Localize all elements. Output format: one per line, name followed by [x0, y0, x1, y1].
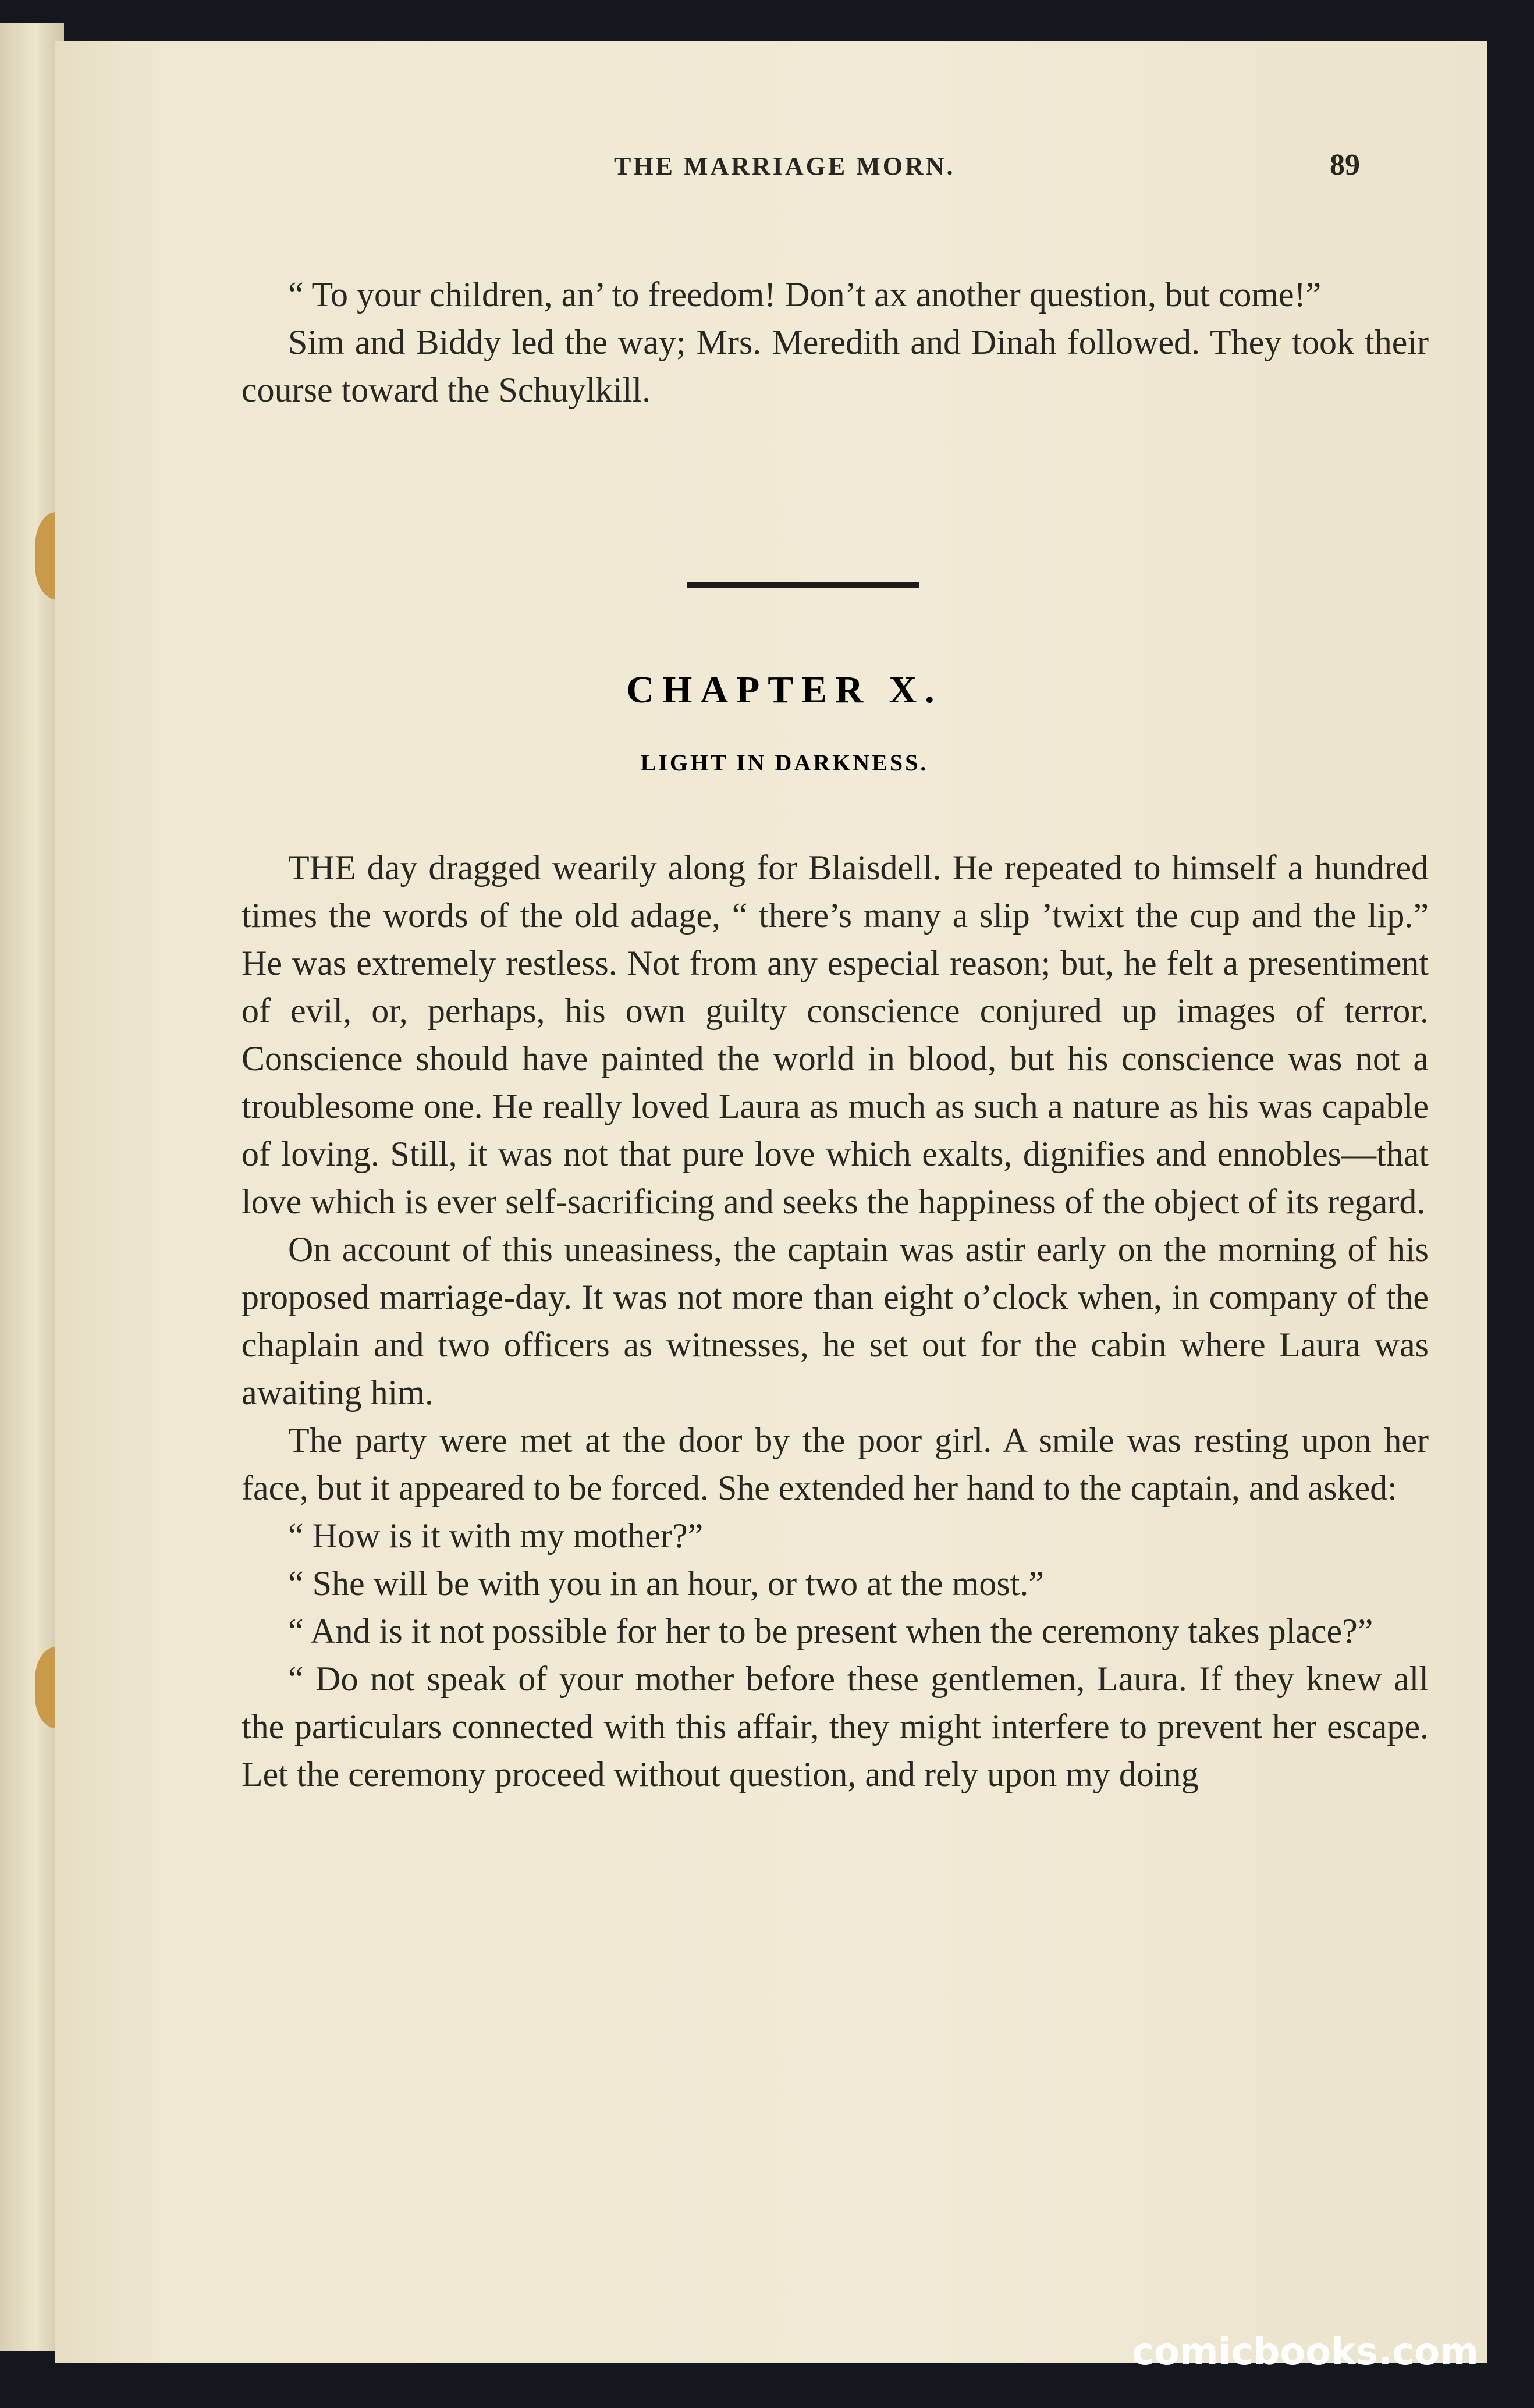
- paragraph: “ Do not speak of your mother before these gentlemen, Laura. If they knew all the particulars connected with this affair, they might interfere to prevent her escape. Let the ceremony proceed without question, and rely upon my doing: [242, 1660, 1429, 1793]
- chapter-subtitle: LIGHT IN DARKNESS.: [640, 750, 929, 776]
- running-title: THE MARRIAGE MORN.: [614, 152, 956, 180]
- chapter-text: [242, 844, 1429, 1798]
- paragraph: “ She will be with you in an hour, or two at the most.”: [288, 1564, 1045, 1603]
- closing-text: [242, 271, 1429, 414]
- chapter-title: CHAPTER X.: [626, 669, 943, 711]
- paragraph: On account of this uneasiness, the captain was astir early on the morning of his proposed marriage-day. It was not more than eight o’clock when, in company of the chaplain and two officers as witnesses, he set out for the cabin where Laura was awaiting him.: [242, 1230, 1429, 1412]
- paragraph: “ How is it with my mother?”: [288, 1516, 704, 1555]
- section-rule: [687, 582, 919, 588]
- paragraph: The party were met at the door by the poor girl. A smile was resting upon her face, but it appeared to be forced. She extended her hand to the captain, and asked:: [242, 1421, 1429, 1507]
- book-page: [55, 41, 1487, 2363]
- paragraph: THE day dragged wearily along for Blaisdell. He repeated to himself a hundred times the words of the old adage, “ there’s many a slip ’twixt the cup and the lip.” He was extremely restless. Not from any especial reason; but, he felt a presentiment of evil, or, perhaps, his own guilty conscience conjured up images of terror. Conscience should have painted the world in blood, but his conscience was not a troublesome one. He really loved Laura as much as such a nature as his was capable of loving. Still, it was not that pure love which exalts, dignifies and ennobles—that love which is ever self-sacrificing and seeks the happiness of the object of its regard.: [242, 848, 1429, 1221]
- page-number: 89: [1330, 148, 1360, 182]
- paragraph: “ To your children, an’ to freedom! Don’t ax another question, but come!”: [288, 275, 1322, 314]
- running-head: [55, 148, 1487, 198]
- watermark: comicbooks.com: [1132, 2331, 1479, 2374]
- paragraph: Sim and Biddy led the way; Mrs. Meredith and Dinah followed. They took their course toward the Schuylkill.: [242, 323, 1429, 409]
- paragraph: “ And is it not possible for her to be present when the ceremony takes place?”: [288, 1612, 1373, 1650]
- left-page-edge: [0, 23, 64, 2351]
